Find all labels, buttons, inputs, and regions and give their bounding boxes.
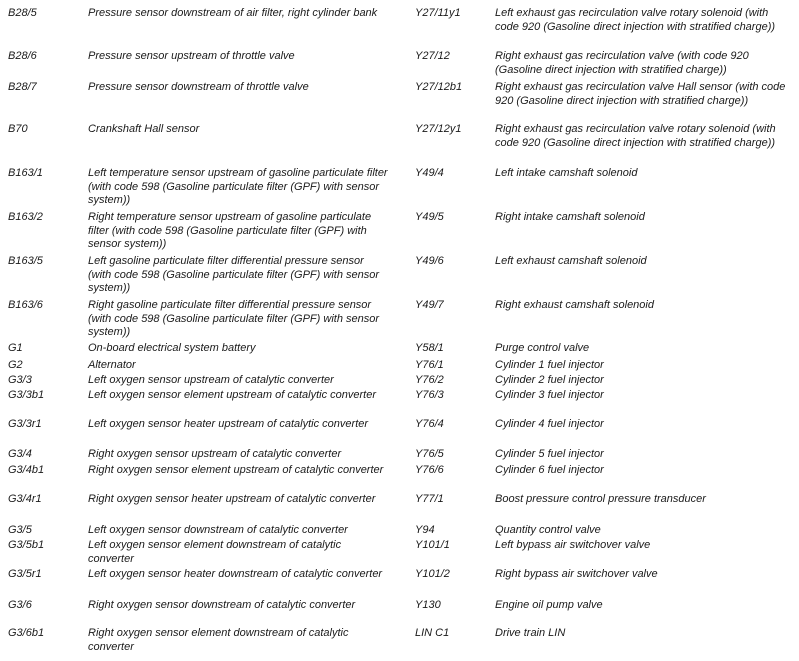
component-description: Right exhaust gas recirculation valve Hall sensor (with code 920 (Gasoline direct injection with stratified charge)) [495, 81, 786, 107]
component-description: Cylinder 5 fuel injector [495, 448, 604, 460]
component-code: B163/2 [8, 211, 43, 223]
component-description: Left bypass air switchover valve [495, 539, 651, 551]
component-code: G3/4 [8, 448, 32, 460]
component-description: Left exhaust camshaft solenoid [495, 255, 647, 267]
component-code: Y76/2 [415, 374, 444, 386]
component-description: Engine oil pump valve [495, 599, 603, 611]
component-code: Y49/4 [415, 167, 444, 179]
component-code: Y76/6 [415, 464, 444, 476]
component-description: Right oxygen sensor downstream of catalytic converter [88, 599, 356, 611]
component-code: B28/7 [8, 81, 37, 93]
component-description: Left oxygen sensor heater downstream of catalytic converter [88, 568, 383, 580]
component-code: G3/4r1 [8, 493, 42, 505]
component-code: Y76/5 [415, 448, 444, 460]
component-code: LIN C1 [415, 627, 450, 639]
component-code: Y27/12b1 [415, 81, 463, 93]
component-description: Right oxygen sensor heater upstream of catalytic converter [88, 493, 376, 505]
component-code: Y101/2 [415, 568, 450, 580]
component-description: Right temperature sensor upstream of gasoline particulate filter (with code 598 (Gasoline particulate filter (GPF) with sensor system)) [88, 211, 372, 250]
component-description: Pressure sensor downstream of throttle valve [88, 81, 309, 93]
component-code: Y77/1 [415, 493, 444, 505]
component-code: Y49/5 [415, 211, 444, 223]
component-code: B163/6 [8, 299, 43, 311]
component-code: G3/5 [8, 524, 32, 536]
component-description: Right exhaust camshaft solenoid [495, 299, 654, 311]
component-code: G3/5b1 [8, 539, 45, 551]
component-code: G3/3r1 [8, 418, 42, 430]
component-description: Cylinder 4 fuel injector [495, 418, 604, 430]
component-description: Left gasoline particulate filter differential pressure sensor (with code 598 (Gasoline particulate filter (GPF) with sensor system)) [88, 255, 380, 294]
component-description: Left oxygen sensor upstream of catalytic converter [88, 374, 334, 386]
component-code: Y130 [415, 599, 441, 611]
component-description: Right gasoline particulate filter differential pressure sensor (with code 598 (Gasoline particulate filter (GPF) with sensor system)) [88, 299, 380, 338]
component-code: Y27/12y1 [415, 123, 462, 135]
component-description: Right bypass air switchover valve [495, 568, 658, 580]
component-code: Y27/11y1 [415, 7, 461, 19]
component-description: Purge control valve [495, 342, 590, 354]
component-description: Crankshaft Hall sensor [88, 123, 200, 135]
component-code: Y76/1 [415, 359, 444, 371]
component-code: B163/1 [8, 167, 43, 179]
component-description: Pressure sensor upstream of throttle valve [88, 50, 295, 62]
component-description: Cylinder 3 fuel injector [495, 389, 604, 401]
component-code: Y49/7 [415, 299, 444, 311]
component-code: Y27/12 [415, 50, 450, 62]
component-code: B28/6 [8, 50, 37, 62]
component-code: Y101/1 [415, 539, 450, 551]
component-description: Quantity control valve [495, 524, 601, 536]
component-description: Right oxygen sensor element upstream of catalytic converter [88, 464, 384, 476]
component-description: Right intake camshaft solenoid [495, 211, 645, 223]
component-code: B70 [8, 123, 28, 135]
component-description: Right oxygen sensor upstream of catalytic converter [88, 448, 342, 460]
component-code: G1 [8, 342, 23, 354]
component-code: G3/3 [8, 374, 32, 386]
component-code: G3/5r1 [8, 568, 42, 580]
component-description: Cylinder 6 fuel injector [495, 464, 604, 476]
component-description: Right exhaust gas recirculation valve (with code 920 (Gasoline direct injection with stratified charge)) [495, 50, 749, 76]
component-code: G3/6 [8, 599, 32, 611]
component-code: Y76/4 [415, 418, 444, 430]
component-description: Left oxygen sensor heater upstream of catalytic converter [88, 418, 369, 430]
component-description: Left oxygen sensor downstream of catalytic converter [88, 524, 348, 536]
component-code: Y76/3 [415, 389, 444, 401]
component-description: Alternator [88, 359, 136, 371]
component-description: Pressure sensor downstream of air filter, right cylinder bank [88, 7, 378, 19]
component-code: B163/5 [8, 255, 43, 267]
component-code: G3/3b1 [8, 389, 45, 401]
component-description: Left oxygen sensor element downstream of catalytic converter [88, 539, 342, 565]
component-description: Left oxygen sensor element upstream of catalytic converter [88, 389, 376, 401]
component-description: Right oxygen sensor element downstream of catalytic converter [88, 627, 349, 653]
component-description: Cylinder 1 fuel injector [495, 359, 604, 371]
component-code: Y58/1 [415, 342, 444, 354]
component-code: G3/4b1 [8, 464, 45, 476]
component-code: B28/5 [8, 7, 37, 19]
component-description: Left exhaust gas recirculation valve rotary solenoid (with code 920 (Gasoline direct injection with stratified charge)) [495, 7, 776, 33]
component-code: Y49/6 [415, 255, 444, 267]
component-code: Y94 [415, 524, 435, 536]
component-description: Boost pressure control pressure transducer [495, 493, 706, 505]
component-description: Right exhaust gas recirculation valve rotary solenoid (with code 920 (Gasoline direct injection with stratified charge)) [495, 123, 776, 149]
component-description: On-board electrical system battery [88, 342, 256, 354]
component-description: Left intake camshaft solenoid [495, 167, 638, 179]
component-description: Drive train LIN [495, 627, 566, 639]
component-code: G3/6b1 [8, 627, 45, 639]
component-description: Cylinder 2 fuel injector [495, 374, 604, 386]
component-code: G2 [8, 359, 23, 371]
component-description: Left temperature sensor upstream of gasoline particulate filter (with code 598 (Gasoline particulate filter (GPF) with sensor system)) [88, 167, 388, 206]
